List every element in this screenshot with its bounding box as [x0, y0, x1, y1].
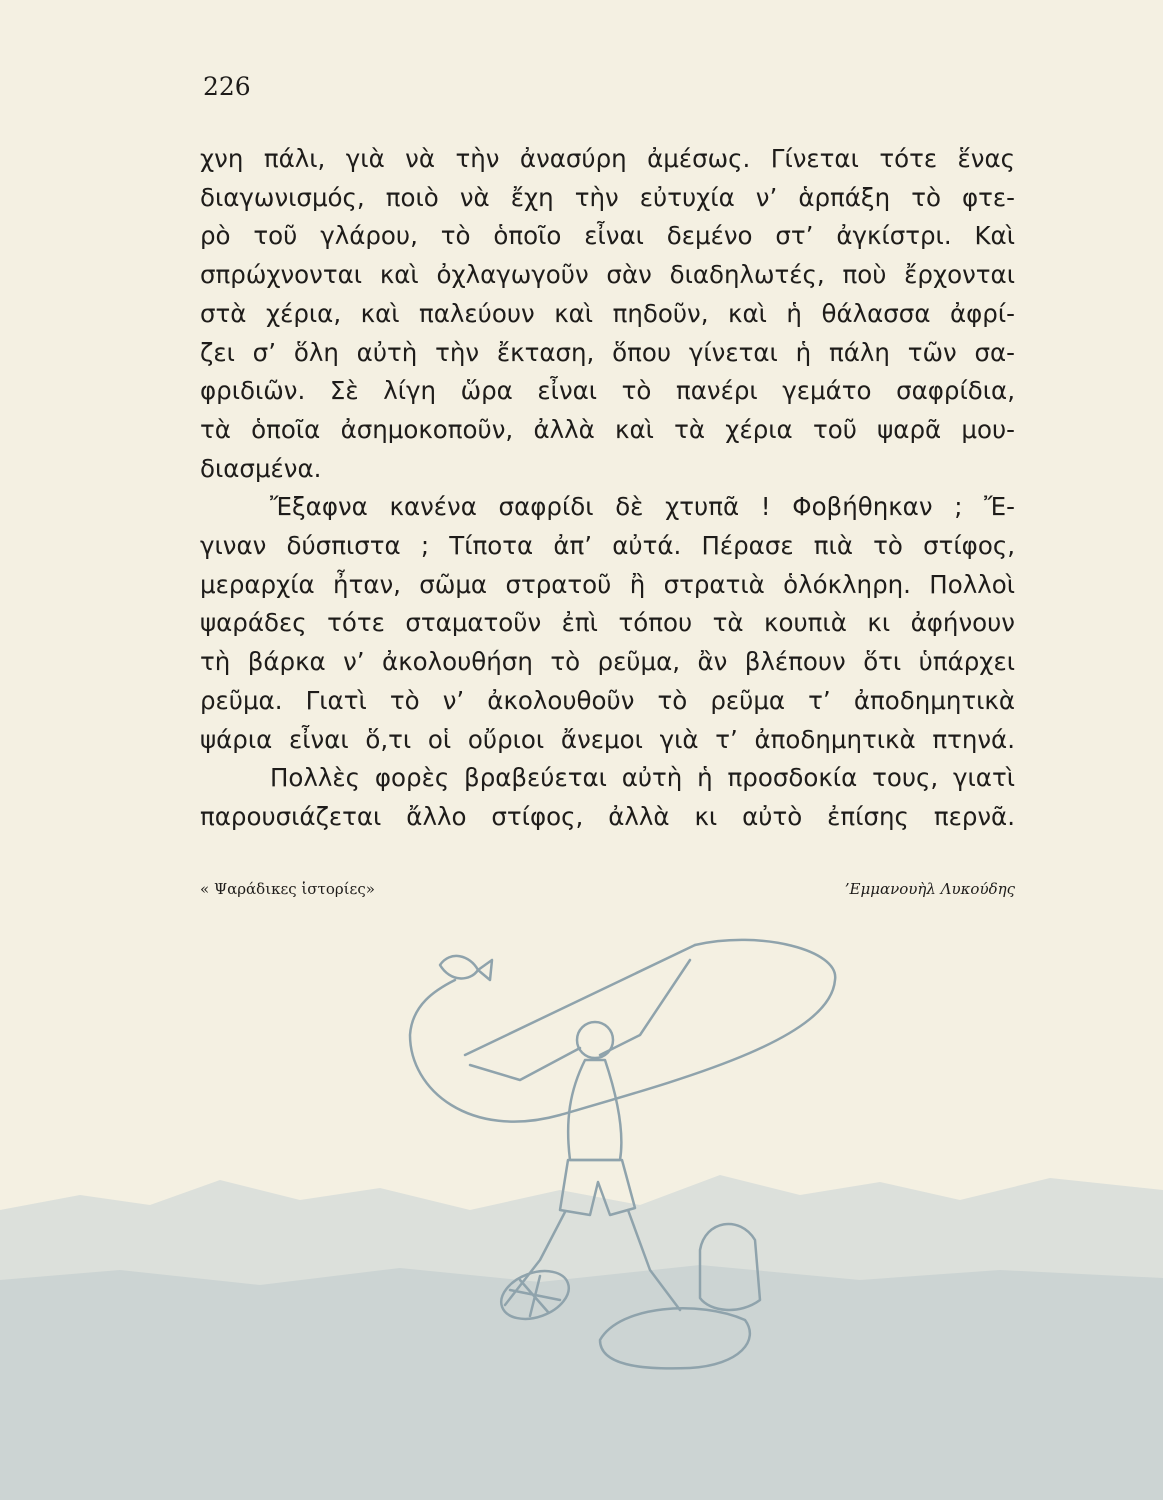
source-title: « Ψαράδικες ἱστορίες»: [200, 880, 375, 898]
text-line: Πολλὲς φορὲς βραβεύεται αὐτὴ ἡ προσδοκία τους, γιατὶ: [270, 763, 1015, 793]
text-line: διαγωνισμός, ποιὸ νὰ ἔχη τὴν εὐτυχία ν’ ἁρπάξη τὸ φτε-: [200, 182, 1015, 212]
text-line: γιναν δύσπιστα ; Τίποτα ἀπ’ αὐτά. Πέρασε πιὰ τὸ στίφος,: [200, 531, 1015, 561]
text-line: Ἔξαφνα κανένα σαφρίδι δὲ χτυπᾶ ! Φοβήθηκαν ; Ἔ-: [270, 492, 1015, 522]
sea-background: [0, 1265, 1163, 1500]
credits: [200, 880, 1015, 898]
text-line: τὴ βάρκα ν’ ἀκολουθήση τὸ ρεῦμα, ἂν βλέπουν ὅτι ὑπάρχει: [200, 647, 1015, 677]
text-line: στὰ χέρια, καὶ παλεύουν καὶ πηδοῦν, καὶ ἡ θάλασσα ἀφρί-: [200, 298, 1015, 328]
fishing-rod: [465, 945, 695, 1055]
paragraph-3: [200, 759, 1015, 836]
text-line: διασμένα.: [200, 453, 322, 483]
text-line: παρουσιάζεται ἄλλο στίφος, ἀλλὰ κι αὐτὸ ἐπίσης περνᾶ.: [200, 801, 1015, 831]
text-line: σπρώχνονται καὶ ὀχλαγωγοῦν σὰν διαδηλωτές, ποὺ ἔρχονται: [200, 260, 1015, 290]
text-line: ζει σ’ ὅλη αὐτὴ τὴν ἔκταση, ὅπου γίνεται ἡ πάλη τῶν σα-: [200, 337, 1015, 367]
fisherman-casting-icon: [0, 920, 1163, 1500]
head: [577, 1022, 613, 1058]
fishing-line: [410, 940, 835, 1122]
text-line: χνη πάλι, γιὰ νὰ τὴν ἀνασύρη ἀμέσως. Γίνεται τότε ἕνας: [200, 144, 1015, 173]
text-line: ψαράδες τότε σταματοῦν ἐπὶ τόπου τὰ κουπιὰ κι ἀφήνουν: [200, 608, 1015, 638]
author-name: ’Εμμανουὴλ Λυκούδης: [844, 880, 1015, 898]
text-line: τὰ ὁποῖα ἀσημοκοποῦν, ἀλλὰ καὶ τὰ χέρια τοῦ ψαρᾶ μου-: [200, 414, 1015, 444]
text-line: ψάρια εἶναι ὅ,τι οἱ οὔριοι ἄνεμοι γιὰ τ’ ἀποδημητικὰ πτηνά.: [200, 724, 1015, 754]
text-line: μεραρχία ἦταν, σῶμα στρατοῦ ἢ στρατιὰ ὁλόκληρη. Πολλοὶ: [200, 569, 1015, 599]
arms: [470, 960, 690, 1080]
body-text: [200, 140, 1015, 837]
text-line: ρεῦμα. Γιατὶ τὸ ν’ ἀκολουθοῦν τὸ ρεῦμα τ’ ἀποδημητικὰ: [200, 685, 1015, 715]
paragraph-1: [200, 140, 1015, 488]
page-number: 226: [203, 72, 251, 101]
text-line: φριδιῶν. Σὲ λίγη ὥρα εἶναι τὸ πανέρι γεμάτο σαφρίδια,: [200, 376, 1015, 406]
text-line: ρὸ τοῦ γλάρου, τὸ ὁποῖο εἶναι δεμένο στ’ ἀγκίστρι. Καὶ: [200, 221, 1015, 251]
paragraph-2: [200, 488, 1015, 759]
fish: [440, 956, 492, 980]
